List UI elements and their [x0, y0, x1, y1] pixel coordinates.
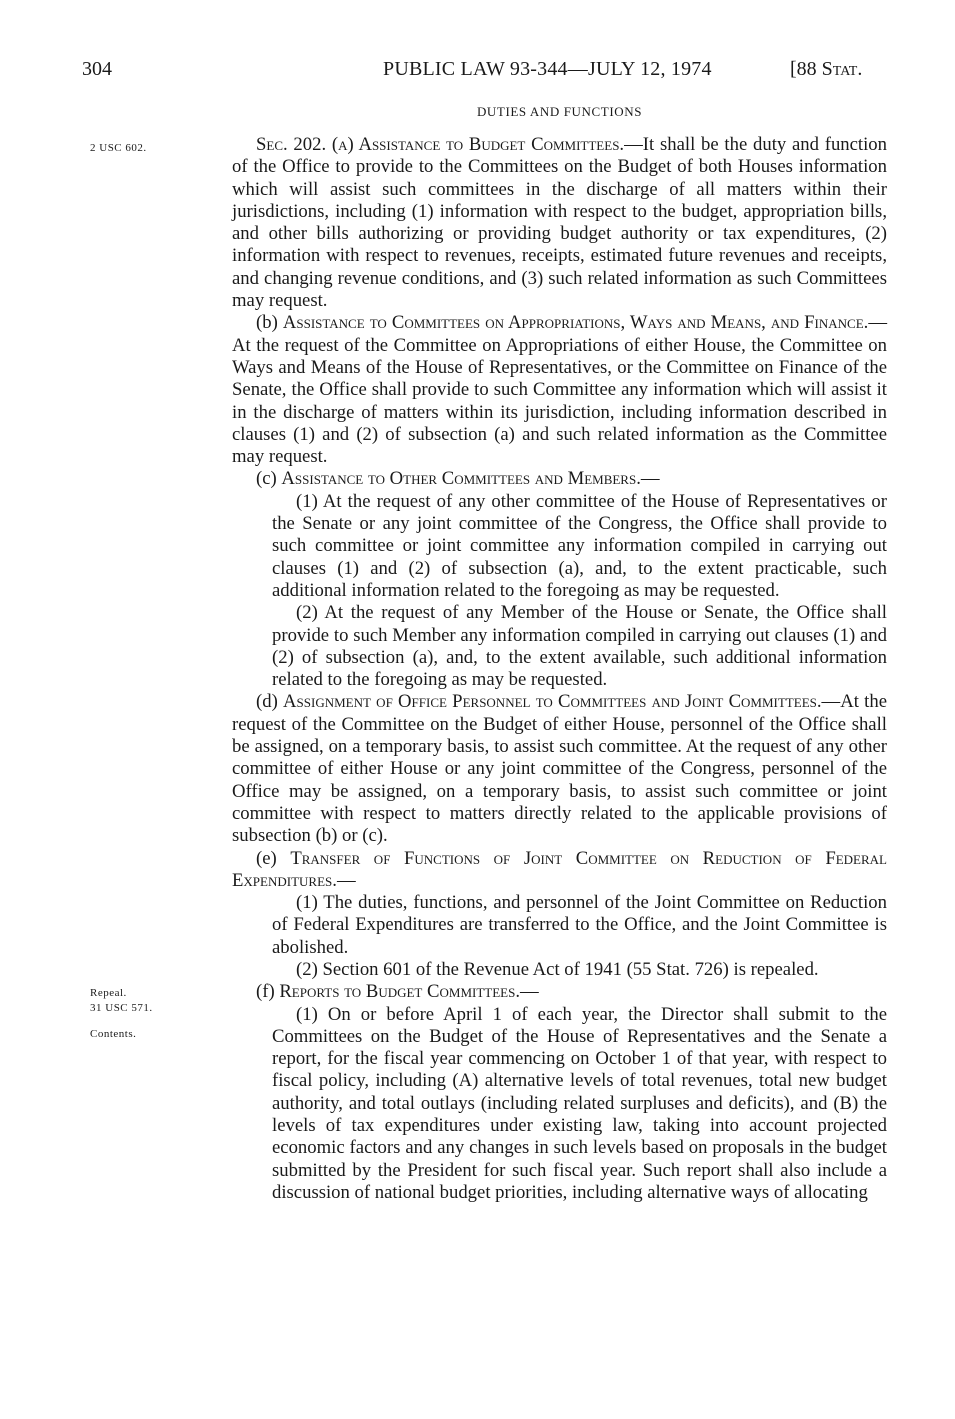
paragraph-f-1: (1) On or before April 1 of each year, the Director shall submit to the Committees on the Budget of the House of Representatives and the Senate a report, for the fiscal year commencing on October 1 of that year, with respect to fiscal policy, including (A) alternative levels of total revenues, total new budget authority, and total outlays (including related surpluses and deficits), and (B) the levels of tax expenditures under existing law, taking into account projected economic factors and any changes in such levels based on proposals in the budget submitted by the President for such fiscal year. Such report shall also include a discussion of national budget priorities, including alternative ways of allocating — [272, 1003, 887, 1203]
statute-label: Stat. — [821, 58, 863, 80]
section-label: Sec. 202. (a) — [256, 134, 359, 155]
running-title: PUBLIC LAW 93-344—JULY 12, 1974 — [383, 58, 712, 80]
paragraph-sec-202-a — [232, 134, 887, 312]
subsection-heading: Transfer of Functions of Joint Committee on Reduction of Federal Expenditures. — [232, 847, 887, 891]
statute-reference — [790, 58, 862, 81]
paragraph-text: —At the request of the Committee on the Budget of either House, personnel of the Office shall be assigned, on a temporary basis, to assist such committee. At the request of any other committee of either House or any joint committee of the Congress, personnel of the Office may be assigned, on a temporary basis, to assist such committee or joint committee with respect to matters directly related to the applicable provisions of subsection (b) or (c). — [232, 691, 887, 847]
subsection-label: (b) — [256, 312, 283, 334]
paragraph-text: —It shall be the duty and function of the Office to provide to the Committees on the Budget of both Houses information which will assist such committees in the discharge of all matters within their jurisdictions, including (1) information with respect to the budget, appropriation bills, and other bills authorizing or providing budget authority or tax expenditures, (2) information with respect to revenues, receipts, estimated future revenues and receipts, and changing revenue conditions, and (3) such related information as such Committees may request. — [232, 134, 887, 312]
paragraph-e-2: (2) Section 601 of the Revenue Act of 1941 (55 Stat. 726) is repealed. — [296, 958, 819, 980]
subsection-heading: Assistance to Other Committees and Members. — [281, 468, 641, 490]
subsection-label: (d) — [256, 691, 284, 713]
paragraph-e — [232, 848, 887, 893]
margin-note-repeal-citation: 31 USC 571. — [90, 1002, 153, 1014]
statute-volume: [88 — [790, 58, 822, 80]
paragraph-c — [232, 468, 887, 490]
subsection-heading: Reports to Budget Committees. — [279, 981, 521, 1003]
subsection-label: (e) — [256, 847, 291, 869]
page-header — [0, 58, 955, 88]
paragraph-text: — — [640, 468, 660, 490]
paragraph-text: —At the request of the Committee on Appropriations of either House, the Committee on Ways and Means of the House of Representatives, or the Committee on Finance of the Senate, the Office shall provide to such Committee any information which will assist it in the discharge of matters within its jurisdiction, including information described in clauses (1) and (2) of subsection (a) and such related information as the Committee may request. — [232, 312, 887, 468]
page-number: 304 — [82, 58, 112, 80]
body-text — [232, 134, 887, 1204]
paragraph-f — [232, 981, 887, 1003]
subsection-heading: Assignment of Office Personnel to Committees and Joint Committees. — [283, 691, 822, 713]
subsection-heading: Assistance to Committees on Appropriations, Ways and Means, and Finance. — [282, 312, 869, 334]
paragraph-d — [232, 691, 887, 847]
margin-note-usc: 2 USC 602. — [90, 142, 147, 154]
subsection-heading: Assistance to Budget Committees. — [358, 134, 625, 155]
subsection-label: (f) — [256, 981, 280, 1003]
section-heading: DUTIES AND FUNCTIONS — [476, 104, 643, 119]
paragraph-text: — — [336, 869, 356, 891]
margin-note-repeal: Repeal. — [90, 987, 127, 999]
margin-note-contents: Contents. — [90, 1028, 137, 1040]
subsection-label: (c) — [256, 468, 282, 490]
paragraph-c-2: (2) At the request of any Member of the House or Senate, the Office shall provide to such Member any information compiled in carrying out clauses (1) and (2) of subsection (a), and, to the extent available, such additional information related to the foregoing as may be requested. — [272, 602, 887, 691]
paragraph-c-1: (1) At the request of any other committee of the House of Representatives or the Senate or any joint committee of the Congress, the Office shall provide to such committee or joint committee any information compiled in carrying out clauses (1) and (2) of subsection (a), and, to the extent practicable, such additional information related to the foregoing as may be requested. — [272, 490, 887, 601]
paragraph-e-1: (1) The duties, functions, and personnel of the Joint Committee on Reduction of Federal Expenditures are transferred to the Office, and the Joint Committee is abolished. — [272, 892, 887, 958]
paragraph-text: — — [520, 981, 539, 1003]
paragraph-b — [232, 312, 887, 468]
